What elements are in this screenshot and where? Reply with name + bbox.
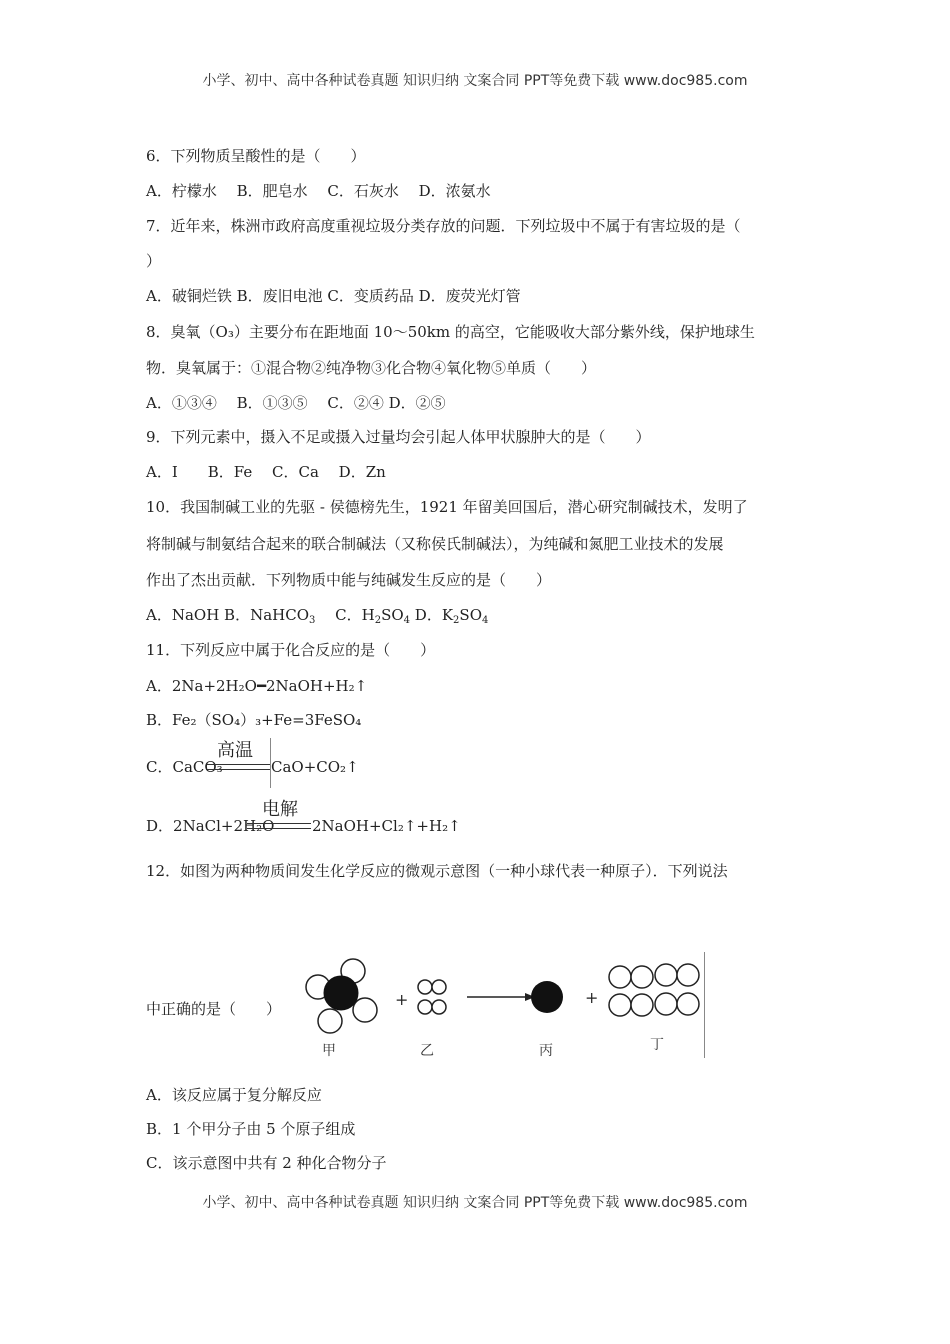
q8-stem-line2: 物．臭氧属于：①混合物②纯净物③化合物④氧化物⑤单质（ ） <box>146 359 597 377</box>
q11-option-c-condition: 高温 <box>217 740 253 761</box>
q6-stem: 6．下列物质呈酸性的是（ ） <box>146 147 366 165</box>
q7-stem-end: ） <box>146 252 162 270</box>
q6-options: A．柠檬水 B．肥皂水 C．石灰水 D．浓氨水 <box>146 182 491 200</box>
q11-option-d-left: D．2NaCl+2H₂O <box>146 817 275 835</box>
q8-options: A．①③④ B．①③⑤ C．②④ D．②⑤ <box>146 394 446 412</box>
label-yi: 乙 <box>420 1043 434 1059</box>
page-footer: 小学、初中、高中各种试卷真题 知识归纳 文案合同 PPT等免费下载 www.doc985.com <box>202 1195 748 1211</box>
label-jia: 甲 <box>322 1043 336 1059</box>
q10-sub: 3 <box>309 615 316 626</box>
q11-option-c-right: CaO+CO₂↑ <box>271 758 359 776</box>
molecule-jia <box>306 959 377 1033</box>
q11-option-d-equals <box>247 823 311 829</box>
label-ding: 丁 <box>650 1037 664 1053</box>
q10-option-c2: SO <box>381 606 404 624</box>
q11-option-d-right: 2NaOH+Cl₂↑+H₂↑ <box>312 817 461 835</box>
label-bing: 丙 <box>539 1043 553 1059</box>
q11-stem: 11．下列反应中属于化合反应的是（ ） <box>146 641 436 659</box>
q11-option-c-left: C．CaCO₃ <box>146 758 223 776</box>
q10-option-a-b: A．NaOH B．NaHCO <box>146 606 309 624</box>
q12-stem-line2: 中正确的是（ ） <box>146 1000 282 1018</box>
q10-option-d2: SO <box>459 606 482 624</box>
q12-option-a: A．该反应属于复分解反应 <box>146 1086 322 1104</box>
q11-option-b: B．Fe₂（SO₄）₃+Fe=3FeSO₄ <box>146 711 362 729</box>
q11-option-a: A．2Na+2H₂O━2NaOH+H₂↑ <box>146 677 368 695</box>
reaction-arrow <box>467 993 535 1001</box>
q10-stem-line2: 将制碱与制氨结合起来的联合制碱法（又称侯氏制碱法），为纯碱和氮肥工业技术的发展 <box>146 535 724 553</box>
page-header: 小学、初中、高中各种试卷真题 知识归纳 文案合同 PPT等免费下载 www.doc985.com <box>202 73 748 89</box>
q10-sub: 4 <box>482 615 489 626</box>
diagram-frame <box>704 952 705 1058</box>
q12-option-b: B．1 个甲分子由 5 个原子组成 <box>146 1120 356 1138</box>
q10-options <box>146 605 488 631</box>
q10-sub: 2 <box>374 615 382 626</box>
q9-stem: 9．下列元素中，摄入不足或摄入过量均会引起人体甲状腺肿大的是（ ） <box>146 428 651 446</box>
q10-stem-line3: 作出了杰出贡献．下列物质中能与纯碱发生反应的是（ ） <box>146 571 552 589</box>
plus-sign: + <box>585 988 599 1007</box>
q12-option-c: C．该示意图中共有 2 种化合物分子 <box>146 1154 387 1172</box>
plus-sign: + <box>395 990 409 1009</box>
molecule-yi <box>418 980 446 1014</box>
q8-stem-line1: 8．臭氧（O₃）主要分布在距地面 10～50km 的高空，它能吸收大部分紫外线，保护地球生 <box>146 323 755 341</box>
q7-options: A．破铜烂铁 B．废旧电池 C．变质药品 D．废荧光灯管 <box>146 287 521 305</box>
q11-option-d-condition: 电解 <box>262 799 298 820</box>
q10-option-d: D．K <box>410 606 454 624</box>
q10-sub: 2 <box>453 615 460 626</box>
q10-stem-line1: 10．我国制碱工业的先驱 - 侯德榜先生，1921 年留美回国后，潜心研究制碱技术，发明了 <box>146 498 748 516</box>
molecule-ding <box>609 964 699 1016</box>
reaction-diagram <box>295 955 735 1055</box>
molecule-bing <box>531 981 563 1013</box>
q10-sub: 4 <box>403 615 411 626</box>
q9-options: A．I B．Fe C．Ca D．Zn <box>146 463 386 481</box>
q12-stem-line1: 12．如图为两种物质间发生化学反应的微观示意图（一种小球代表一种原子）．下列说法 <box>146 862 728 880</box>
q11-option-c-equals <box>207 764 271 770</box>
q10-option-c: C．H <box>315 606 375 624</box>
q7-stem: 7．近年来，株洲市政府高度重视垃圾分类存放的问题．下列垃圾中不属于有害垃圾的是（ <box>146 217 741 235</box>
